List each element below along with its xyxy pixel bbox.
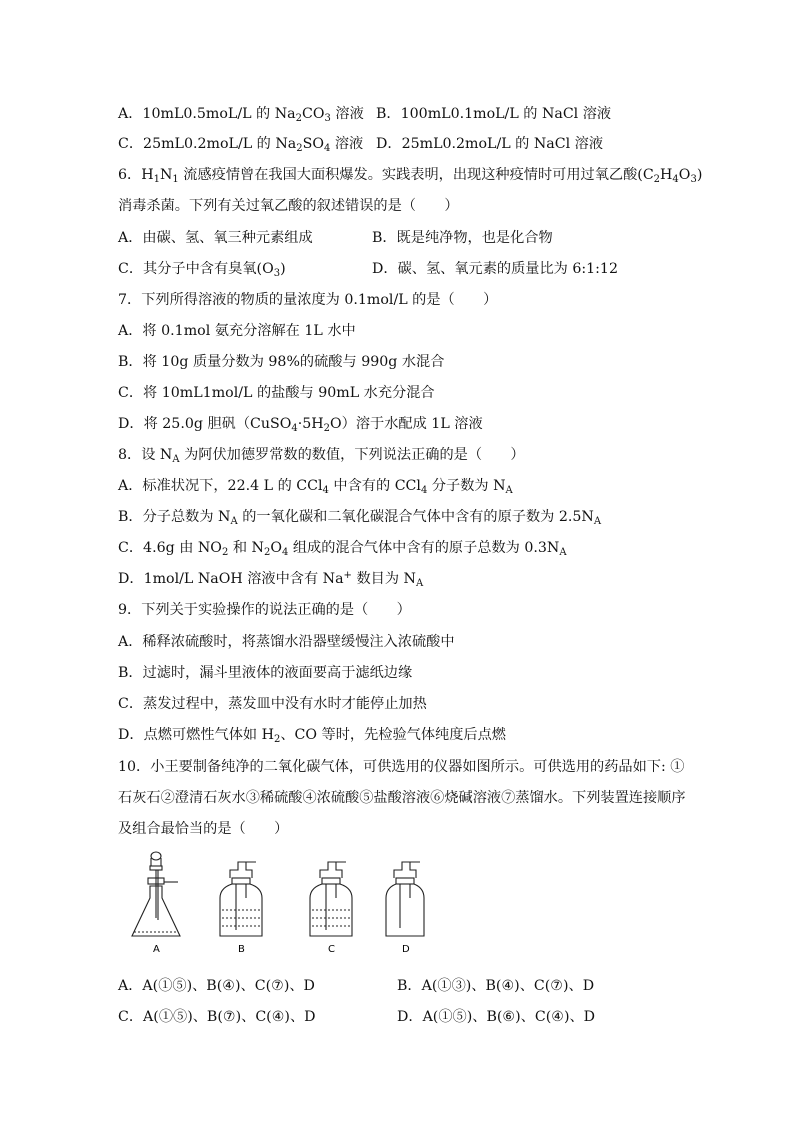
q7-option-b: B．将 10g 质量分数为 98%的硫酸与 990g 水混合 <box>118 354 445 370</box>
q10-stem-line1: 10．小王要制备纯净的二氧化碳气体，可供选用的仪器如图所示。可供选用的药品如下: ① <box>118 759 685 775</box>
q9-stem: 9．下列关于实验操作的说法正确的是（ ） <box>118 602 411 618</box>
q8-option-b: B．分子总数为 $N_A$ 的一氧化碳和二氧化碳混合气体中含有的原子数为 $2.5N_A$ <box>118 509 602 527</box>
apparatus-figure <box>128 848 428 958</box>
q9-option-a: A．稀释浓硫酸时，将蒸馏水沿器壁缓慢注入浓硫酸中 <box>118 634 455 650</box>
q9-option-d: D．点燃可燃性气体如 $H_2$、CO 等时，先检验气体纯度后点燃 <box>118 727 506 745</box>
q10-stem-line2: 石灰石②澄清石灰水③稀硫酸④浓硫酸⑤盐酸溶液⑥烧碱溶液⑦蒸馏水。下列装置连接顺序 <box>118 790 686 806</box>
apparatus-d-bottle <box>386 862 424 936</box>
q9-option-b: B．过滤时，漏斗里液体的液面要高于滤纸边缘 <box>118 665 413 681</box>
label-b: B <box>238 944 245 955</box>
q8-stem: 8．设 $N_A$ 为阿伏加德罗常数的数值，下列说法正确的是（ ） <box>118 447 525 465</box>
q8-option-c: C．4.6g 由 $NO_2$ 和 $N_2O_4$ 组成的混合气体中含有的原子总数为 $0.3N_A$ <box>118 540 567 558</box>
q8-option-d: D．1mol/L NaOH 溶液中含有 Na+ 数目为 $N_A$ <box>118 570 424 589</box>
q5-option-b: B．100mL0.1moL/L 的 NaCl 溶液 <box>376 106 612 122</box>
apparatus-b-bottle <box>220 862 262 936</box>
q7-stem: 7．下列所得溶液的物质的量浓度为 0.1mol/L 的是（ ） <box>118 292 498 308</box>
q6-stem-line1: 6．$H_1N_1$ 流感疫情曾在我国大面积爆发。实践表明，出现这种疫情时可用过氧乙酸$(C_2H_4O_3)$ <box>118 167 703 185</box>
label-c: C <box>328 944 335 955</box>
q5-option-a: A．10mL0.5moL/L 的 $Na_2CO_3$ 溶液 <box>118 106 364 124</box>
q6-option-c: C．其分子中含有臭氧$(O_3)$ <box>118 261 286 279</box>
q8-option-a: A．标准状况下，22.4 L 的 CCl$_4$ 中含有的 CCl$_4$ 分子数为 $N_A$ <box>118 478 513 496</box>
q6-option-a: A．由碳、氢、氧三种元素组成 <box>118 230 313 246</box>
q7-option-a: A．将 0.1mol 氨充分溶解在 1L 水中 <box>118 323 356 339</box>
q9-option-c: C．蒸发过程中，蒸发皿中没有水时才能停止加热 <box>118 696 427 712</box>
q10-stem-line3: 及组合最恰当的是（ ） <box>118 821 289 837</box>
q5-option-d: D．25mL0.2moL/L 的 NaCl 溶液 <box>376 136 604 152</box>
q6-option-b: B．既是纯净物，也是化合物 <box>372 230 553 246</box>
q5-option-c: C．25mL0.2moL/L 的 $Na_2SO_4$ 溶液 <box>118 136 364 154</box>
q7-option-d: D．将 25.0g 胆矾$(CuSO_4\cdot 5H_2O)$溶于水配成 1L 溶液 <box>118 416 483 434</box>
q7-option-c: C．将 10mL1mol/L 的盐酸与 90mL 水充分混合 <box>118 385 435 401</box>
q6-option-d: D．碳、氢、氧元素的质量比为 6:1:12 <box>372 261 618 277</box>
label-d: D <box>402 944 410 955</box>
label-a: A <box>153 944 160 955</box>
q10-option-c: C．A(①⑤)、B(⑦)、C(④)、D <box>118 1009 316 1025</box>
apparatus-a-flask <box>132 852 180 936</box>
q6-stem-line2: 消毒杀菌。下列有关过氧乙酸的叙述错误的是（ ） <box>118 198 459 214</box>
q10-option-b: B．A(①③)、B(④)、C(⑦)、D <box>397 978 595 994</box>
q10-option-a: A．A(①⑤)、B(④)、C(⑦)、D <box>118 978 315 994</box>
apparatus-c-bottle <box>310 862 352 936</box>
q10-option-d: D．A(①⑤)、B(⑥)、C(④)、D <box>397 1009 596 1025</box>
